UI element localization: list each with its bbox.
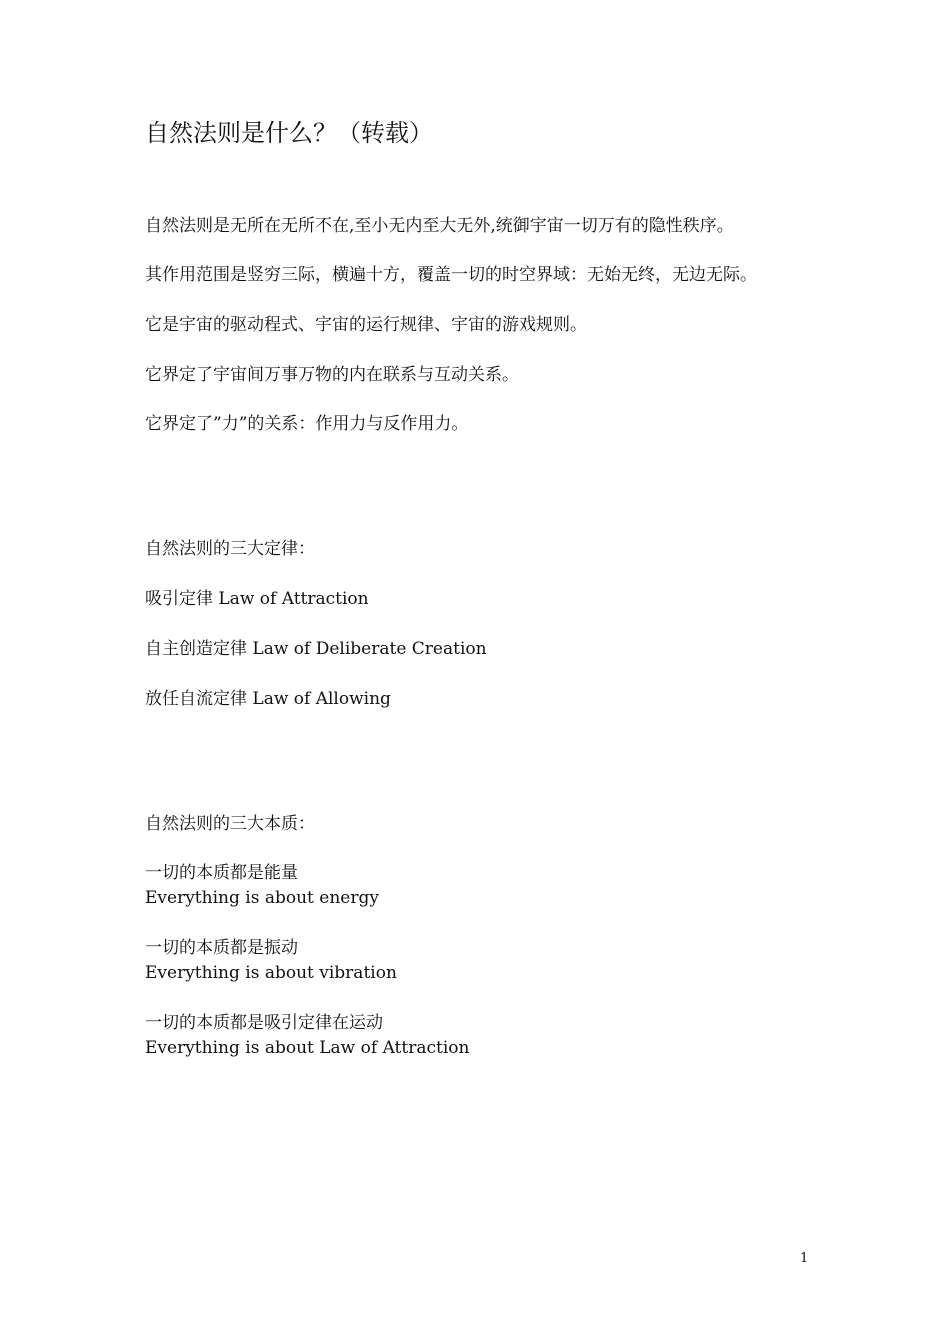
laws-heading: 自然法则的三大定律： xyxy=(145,539,315,559)
essence-item xyxy=(145,936,397,986)
law-item: 放任自流定律 Law of Allowing xyxy=(145,689,391,709)
essence-heading: 自然法则的三大本质： xyxy=(145,814,315,834)
essence-en: Everything is about Law of Attraction xyxy=(145,1038,470,1058)
intro-line: 它界定了宇宙间万事万物的内在联系与互动关系。 xyxy=(145,365,519,385)
page-number: 1 xyxy=(800,1251,809,1266)
intro-line: 它是宇宙的驱动程式、宇宙的运行规律、宇宙的游戏规则。 xyxy=(145,315,587,335)
essence-zh: 一切的本质都是能量 xyxy=(145,863,298,883)
law-item: 吸引定律 Law of Attraction xyxy=(145,589,369,609)
essence-zh: 一切的本质都是吸引定律在运动 xyxy=(145,1013,383,1033)
essence-en: Everything is about energy xyxy=(145,888,379,908)
intro-line: 自然法则是无所在无所不在,至小无内至大无外,统御宇宙一切万有的隐性秩序。 xyxy=(145,216,734,236)
essence-zh: 一切的本质都是振动 xyxy=(145,938,298,958)
intro-line: 它界定了”力”的关系：作用力与反作用力。 xyxy=(145,414,469,434)
essence-item xyxy=(145,861,379,911)
law-item: 自主创造定律 Law of Deliberate Creation xyxy=(145,639,487,659)
essence-item xyxy=(145,1011,469,1061)
essence-en: Everything is about vibration xyxy=(145,963,397,983)
intro-line: 其作用范围是竖穷三际，横遍十方，覆盖一切的时空界域：无始无终，无边无际。 xyxy=(145,265,757,285)
page-title: 自然法则是什么？（转载） xyxy=(145,119,433,147)
